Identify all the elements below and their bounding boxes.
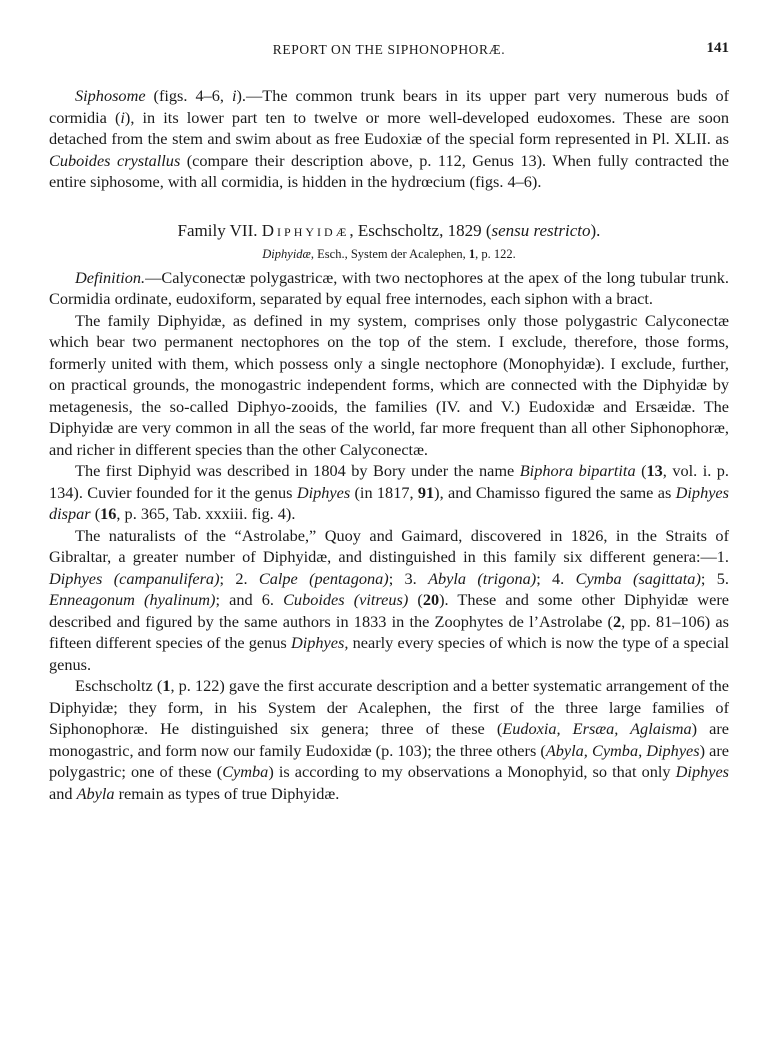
first-diphyid-paragraph: The first Diphyid was described in 1804 by Bory under the name Biphora bipartita (13, vol. i. p. 134). Cuvier founded for it the genus Diphyes (in 1817, 91), and Chamisso figured the same as Diphyes dispar (16, p. 365, Tab. xxxiii. fig. 4). [49,461,730,523]
family-name: Diphyidæ [261,220,350,240]
siphosome-paragraph: Siphosome (figs. 4–6, i).—The common trunk bears in its upper part very numerous buds of cormidia (i), in its lower part ten to twelve or more well-developed eudoxomes. These are soon detached from the stem and swim about as free Eudoxiæ of the special form represented in Pl. XLII. as Cuboides crystallus (compare their description above, p. 112, Genus 13). When fully contracted the entire siphosome, with all cormidia, is hidden in the hydrœcium (figs. 4–6). [49,86,730,191]
eschscholtz-paragraph: Eschscholtz (1, p. 122) gave the first accurate description and a better systematic arrangement of the Diphyidæ; they form, in his System der Acalephen, the first of the three large families of Siphonophoræ. He distinguished six genera; three of these (Eudoxia, Ersæa, Aglaisma) are monogastric, and form now our family Eudoxidæ (p. 103); the three others (Abyla, Cymba, Diphyes) are polygastric; one of these (Cymba) is according to my observations a Monophyid, so that only Diphyes and Abyla remain as types of true Diphyidæ. [49,676,730,803]
running-title: REPORT ON THE SIPHONOPHORÆ. [272,42,506,57]
astrolabe-paragraph: The naturalists of the “Astrolabe,” Quoy and Gaimard, discovered in 1826, in the Straits of Gibraltar, a greater number of Diphyidæ, and distinguished in this family six different genera:—1. Diphyes (campanulifera); 2. Calpe (pentagona); 3. Abyla (trigona); 4. Cymba (sagittata); 5. Enneagonum (hyalinum); and 6. Cuboides (vitreus) (20). These and some other Diphyidæ were described and figured by the same authors in 1833 in the Zoophytes de l’Astrolabe (2, pp. 81–106) as fifteen different species of the genus Diphyes, nearly every species of which is now the type of a special genus. [49,525,730,674]
section-heading: Family VII. Diphyidæ, Eschscholtz, 1829 (sensu restricto). [177,220,601,240]
definition-paragraph: Definition.—Calyconectæ polygastricæ, with two nectophores at the apex of the long tubular trunk. Cormidia ordinate, eudoxiform, separated by equal free internodes, each siphon with a bract. [49,267,729,308]
species-name: Cuboides crystallus [49,150,181,170]
page-number: 141 [706,40,729,56]
page-header [49,40,729,66]
definition-label: Definition. [75,267,146,287]
page [49,40,729,804]
family-paragraph: The family Diphyidæ, as defined in my system, comprises only those polygastric Calyconectæ which bear two permanent nectophores on the top of the stem. I exclude, therefore, those forms, formerly united with them, which possess only a single nectophore (Monophyidæ). I exclude, further, on practical grounds, the monogastric independent forms, which are connected with the Diphyidæ by metagenesis, the so-called Diphyo-zooids, the families (IV. and V.) Eudoxidæ and Ersæidæ. The Diphyidæ are very common in all the seas of the world, far more frequent than all other Siphonophoræ, and richer in different species than the other Calyconectæ. [49,310,729,459]
family-citation: Diphyidæ, Esch., System der Acalephen, 1, p. 122. [262,246,516,261]
siphosome-term: Siphosome [75,86,146,105]
